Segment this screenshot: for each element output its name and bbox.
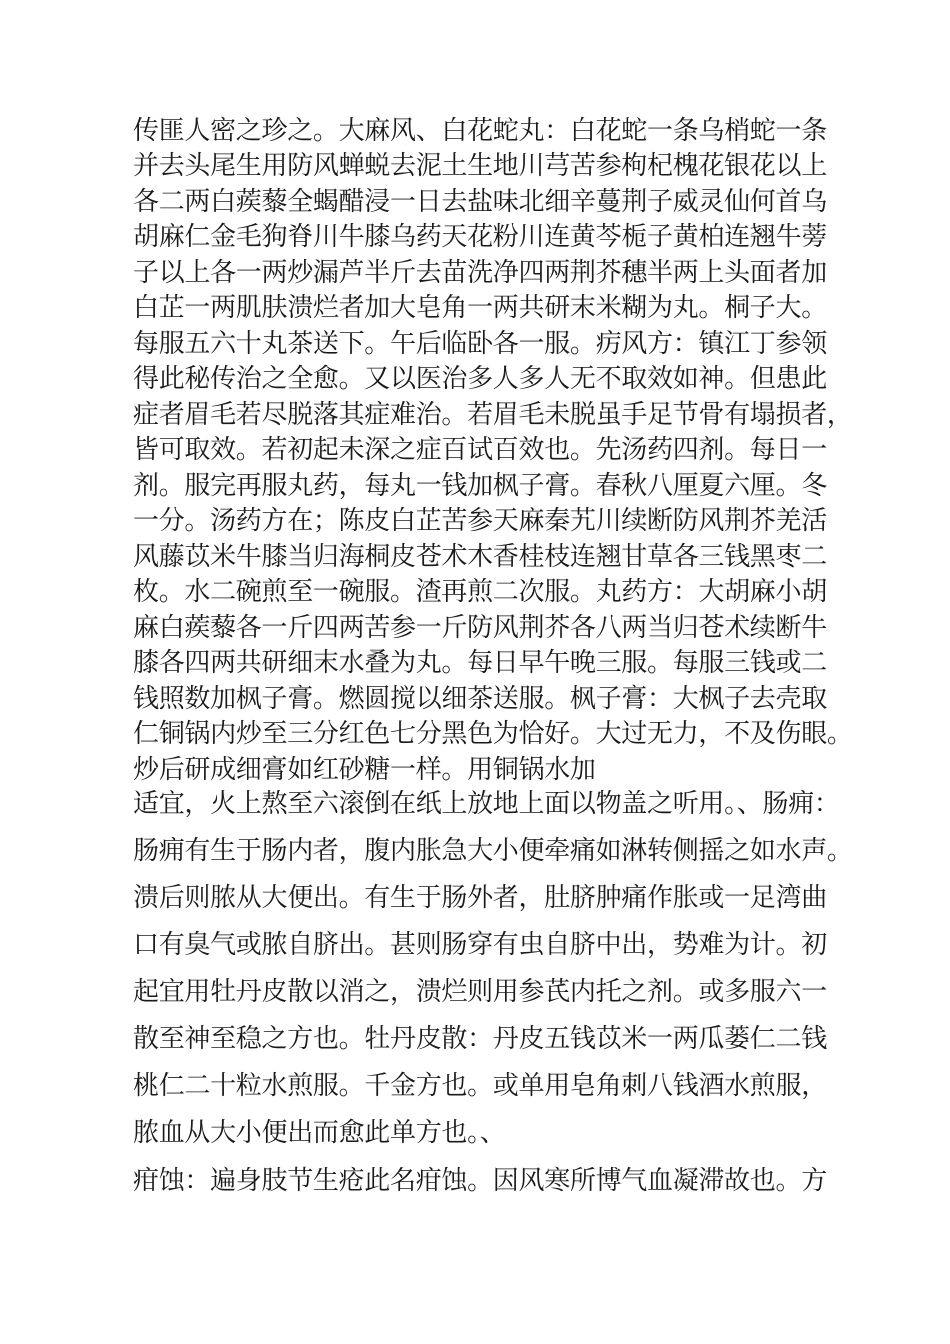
text-line: 膝各四两共研细末水叠为丸。每日早午晚三服。每服三钱或二 (133, 648, 827, 678)
text-line: 炒后研成细膏如红砂糖一样。用铜锅水加 (133, 755, 596, 785)
text-line: 麻白蒺藜各一斤四两苦参一斤防风荆芥各八两当归苍术续断牛 (133, 613, 827, 643)
text-line: 溃后则脓从大便出。有生于肠外者，肚脐肿痛作胀或一足湾曲 (133, 883, 827, 913)
text-line: 得此秘传治之全愈。又以医治多人多人无不取效如神。但患此 (133, 364, 827, 394)
text-line: 钱照数加枫子膏。燃圆搅以细茶送服。枫子膏：大枫子去壳取 (133, 684, 827, 714)
text-line: 一分。汤药方在；陈皮白芷苦参天麻秦艽川续断防风荆芥羌活 (133, 506, 827, 536)
text-line: 起宜用牡丹皮散以消之，溃烂则用参芪内托之剂。或多服六一 (133, 977, 827, 1007)
text-line: 桃仁二十粒水煎服。千金方也。或单用皂角刺八钱酒水煎服， (133, 1071, 827, 1101)
text-line: 胡麻仁金毛狗脊川牛膝乌药天花粉川连黄芩栀子黄柏连翘牛蒡 (133, 222, 827, 252)
text-line: 枚。水二碗煎至一碗服。渣再煎二次服。丸药方：大胡麻小胡 (133, 577, 827, 607)
text-line: 皆可取效。若初起未深之症百试百效也。先汤药四剂。每日一 (133, 435, 827, 465)
text-line: 每服五六十丸茶送下。午后临卧各一服。疠风方：镇江丁参领 (133, 329, 827, 359)
text-line: 肠痈有生于肠内者，腹内胀急大小便牵痛如淋转侧摇之如水声。 (133, 836, 853, 866)
text-line: 仁铜锅内炒至三分红色七分黑色为恰好。大过无力，不及伤眼。 (133, 719, 853, 749)
text-line: 散至神至稳之方也。牡丹皮散：丹皮五钱苡米一两瓜蒌仁二钱 (133, 1024, 827, 1054)
text-line: 白芷一两肌肤溃烂者加大皂角一两共研末米糊为丸。桐子大。 (133, 293, 827, 323)
text-line: 口有臭气或脓自脐出。甚则肠穿有虫自脐中出，势难为计。初 (133, 930, 827, 960)
text-line: 脓血从大小便出而愈此单方也。、 (133, 1118, 506, 1148)
text-line: 疳蚀：遍身肢节生疮此名疳蚀。因风寒所博气血凝滞故也。方 (133, 1166, 827, 1196)
text-line: 传匪人密之珍之。大麻风、白花蛇丸：白花蛇一条乌梢蛇一条 (133, 116, 827, 146)
text-line: 剂。服完再服丸药，每丸一钱加枫子膏。春秋八厘夏六厘。冬 (133, 471, 827, 501)
text-line: 子以上各一两炒漏芦半斤去苗洗净四两荆芥穗半两上头面者加 (133, 258, 827, 288)
text-line: 风藤苡米牛膝当归海桐皮苍术木香桂枝连翘甘草各三钱黑枣二 (133, 542, 827, 572)
text-line: 并去头尾生用防风蝉蜕去泥土生地川芎苦参枸杞槐花银花以上 (133, 151, 827, 181)
text-line: 症者眉毛若尽脱落其症难治。若眉毛未脱虽手足节骨有塌损者， (133, 400, 853, 430)
text-line: 适宜，火上熬至六滚倒在纸上放地上面以物盖之听用。、肠痈： (133, 789, 840, 819)
text-line: 各二两白蒺藜全蝎醋浸一日去盐味北细辛蔓荆子威灵仙何首乌 (133, 187, 827, 217)
